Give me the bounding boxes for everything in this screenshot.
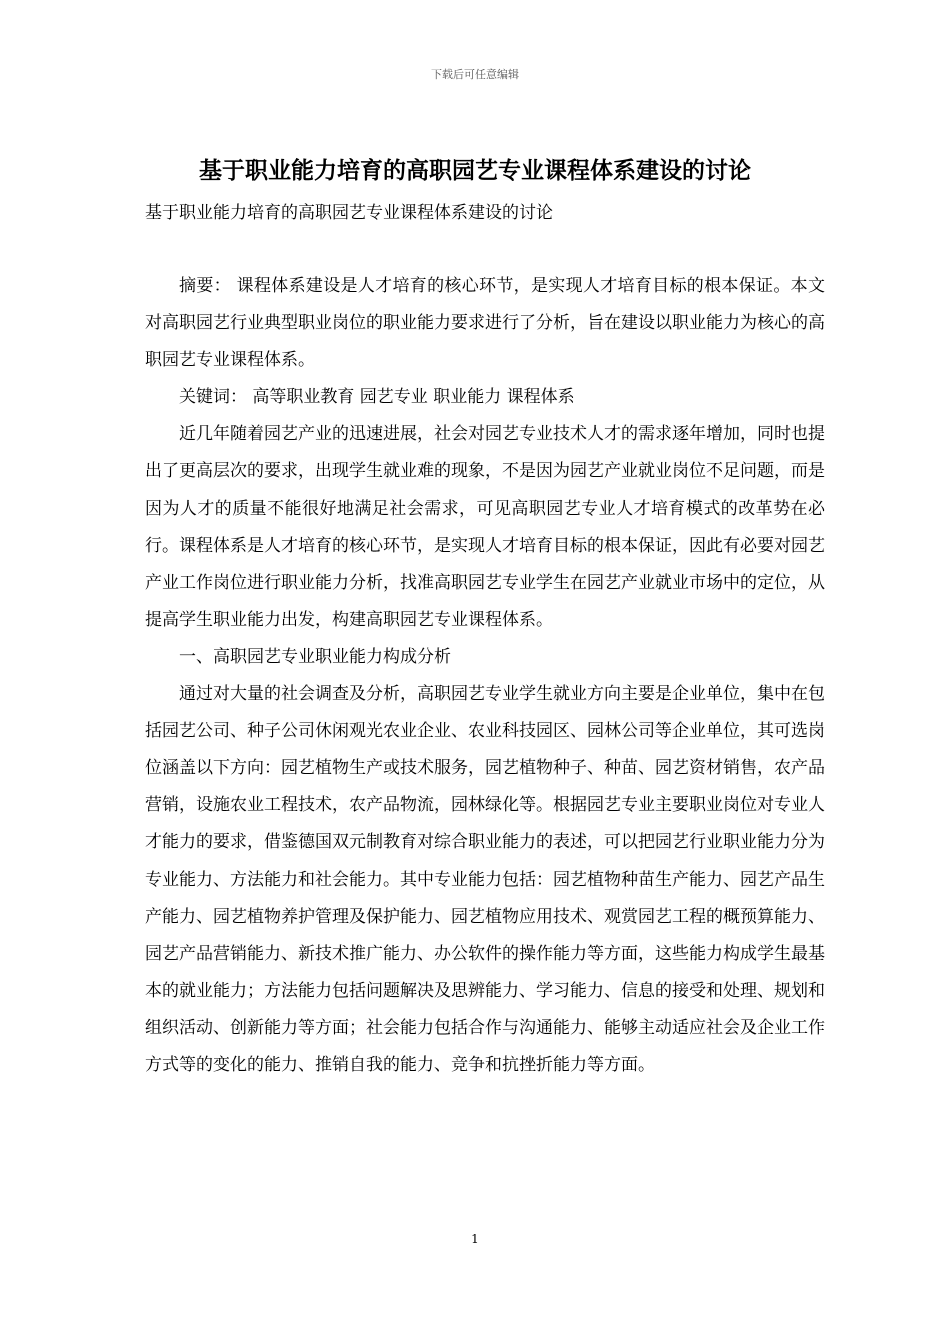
abstract-paragraph: 摘要： 课程体系建设是人才培育的核心环节，是实现人才培育目标的根本保证。本文对高职园艺行业典型职业岗位的职业能力要求进行了分析，旨在建设以职业能力为核心的高职园艺专业课程体系。 <box>145 276 825 371</box>
intro-paragraph: 近几年随着园艺产业的迅速进展，社会对园艺专业技术人才的需求逐年增加，同时也提出了更高层次的要求，出现学生就业难的现象，不是因为园艺产业就业岗位不足问题，而是因为人才的质量不能很好地满足社会需求，可见高职园艺专业人才培育模式的改革势在必行。课程体系是人才培育的核心环节，是实现人才培育目标的根本保证，因此有必要对园艺产业工作岗位进行职业能力分析，找准高职园艺专业学生在园艺产业就业市场中的定位，从提高学生职业能力出发，构建高职园艺专业课程体系。 <box>145 424 825 630</box>
document-subtitle: 基于职业能力培育的高职园艺专业课程体系建设的讨论 <box>145 203 553 223</box>
section-heading: 一、高职园艺专业职业能力构成分析 <box>179 646 451 667</box>
page-number: 1 <box>471 1232 479 1246</box>
document-title: 基于职业能力培育的高职园艺专业课程体系建设的讨论 <box>199 157 751 184</box>
page-header-note: 下载后可任意编辑 <box>431 68 519 81</box>
keywords-paragraph: 关键词： 高等职业教育 园艺专业 职业能力 课程体系 <box>179 387 575 408</box>
section-paragraph: 通过对大量的社会调查及分析，高职园艺专业学生就业方向主要是企业单位，集中在包括园艺公司、种子公司休闲观光农业企业、农业科技园区、园林公司等企业单位，其可选岗位涵盖以下方向：园艺植物生产或技术服务，园艺植物种子、种苗、园艺资材销售，农产品营销，设施农业工程技术，农产品物流，园林绿化等。根据园艺专业主要职业岗位对专业人才能力的要求，借鉴德国双元制教育对综合职业能力的表述，可以把园艺行业职业能力分为专业能力、方法能力和社会能力。其中专业能力包括：园艺植物种苗生产能力、园艺产品生产能力、园艺植物养护管理及保护能力、园艺植物应用技术、观赏园艺工程的概预算能力、园艺产品营销能力、新技术推广能力、办公软件的操作能力等方面，这些能力构成学生最基本的就业能力；方法能力包括问题解决及思辨能力、学习能力、信息的接受和处理、规划和组织活动、创新能力等方面；社会能力包括合作与沟通能力、能够主动适应社会及企业工作方式等的变化的能力、推销自我的能力、竞争和抗挫折能力等方面。 <box>145 684 825 1075</box>
document-body <box>145 268 825 1084</box>
